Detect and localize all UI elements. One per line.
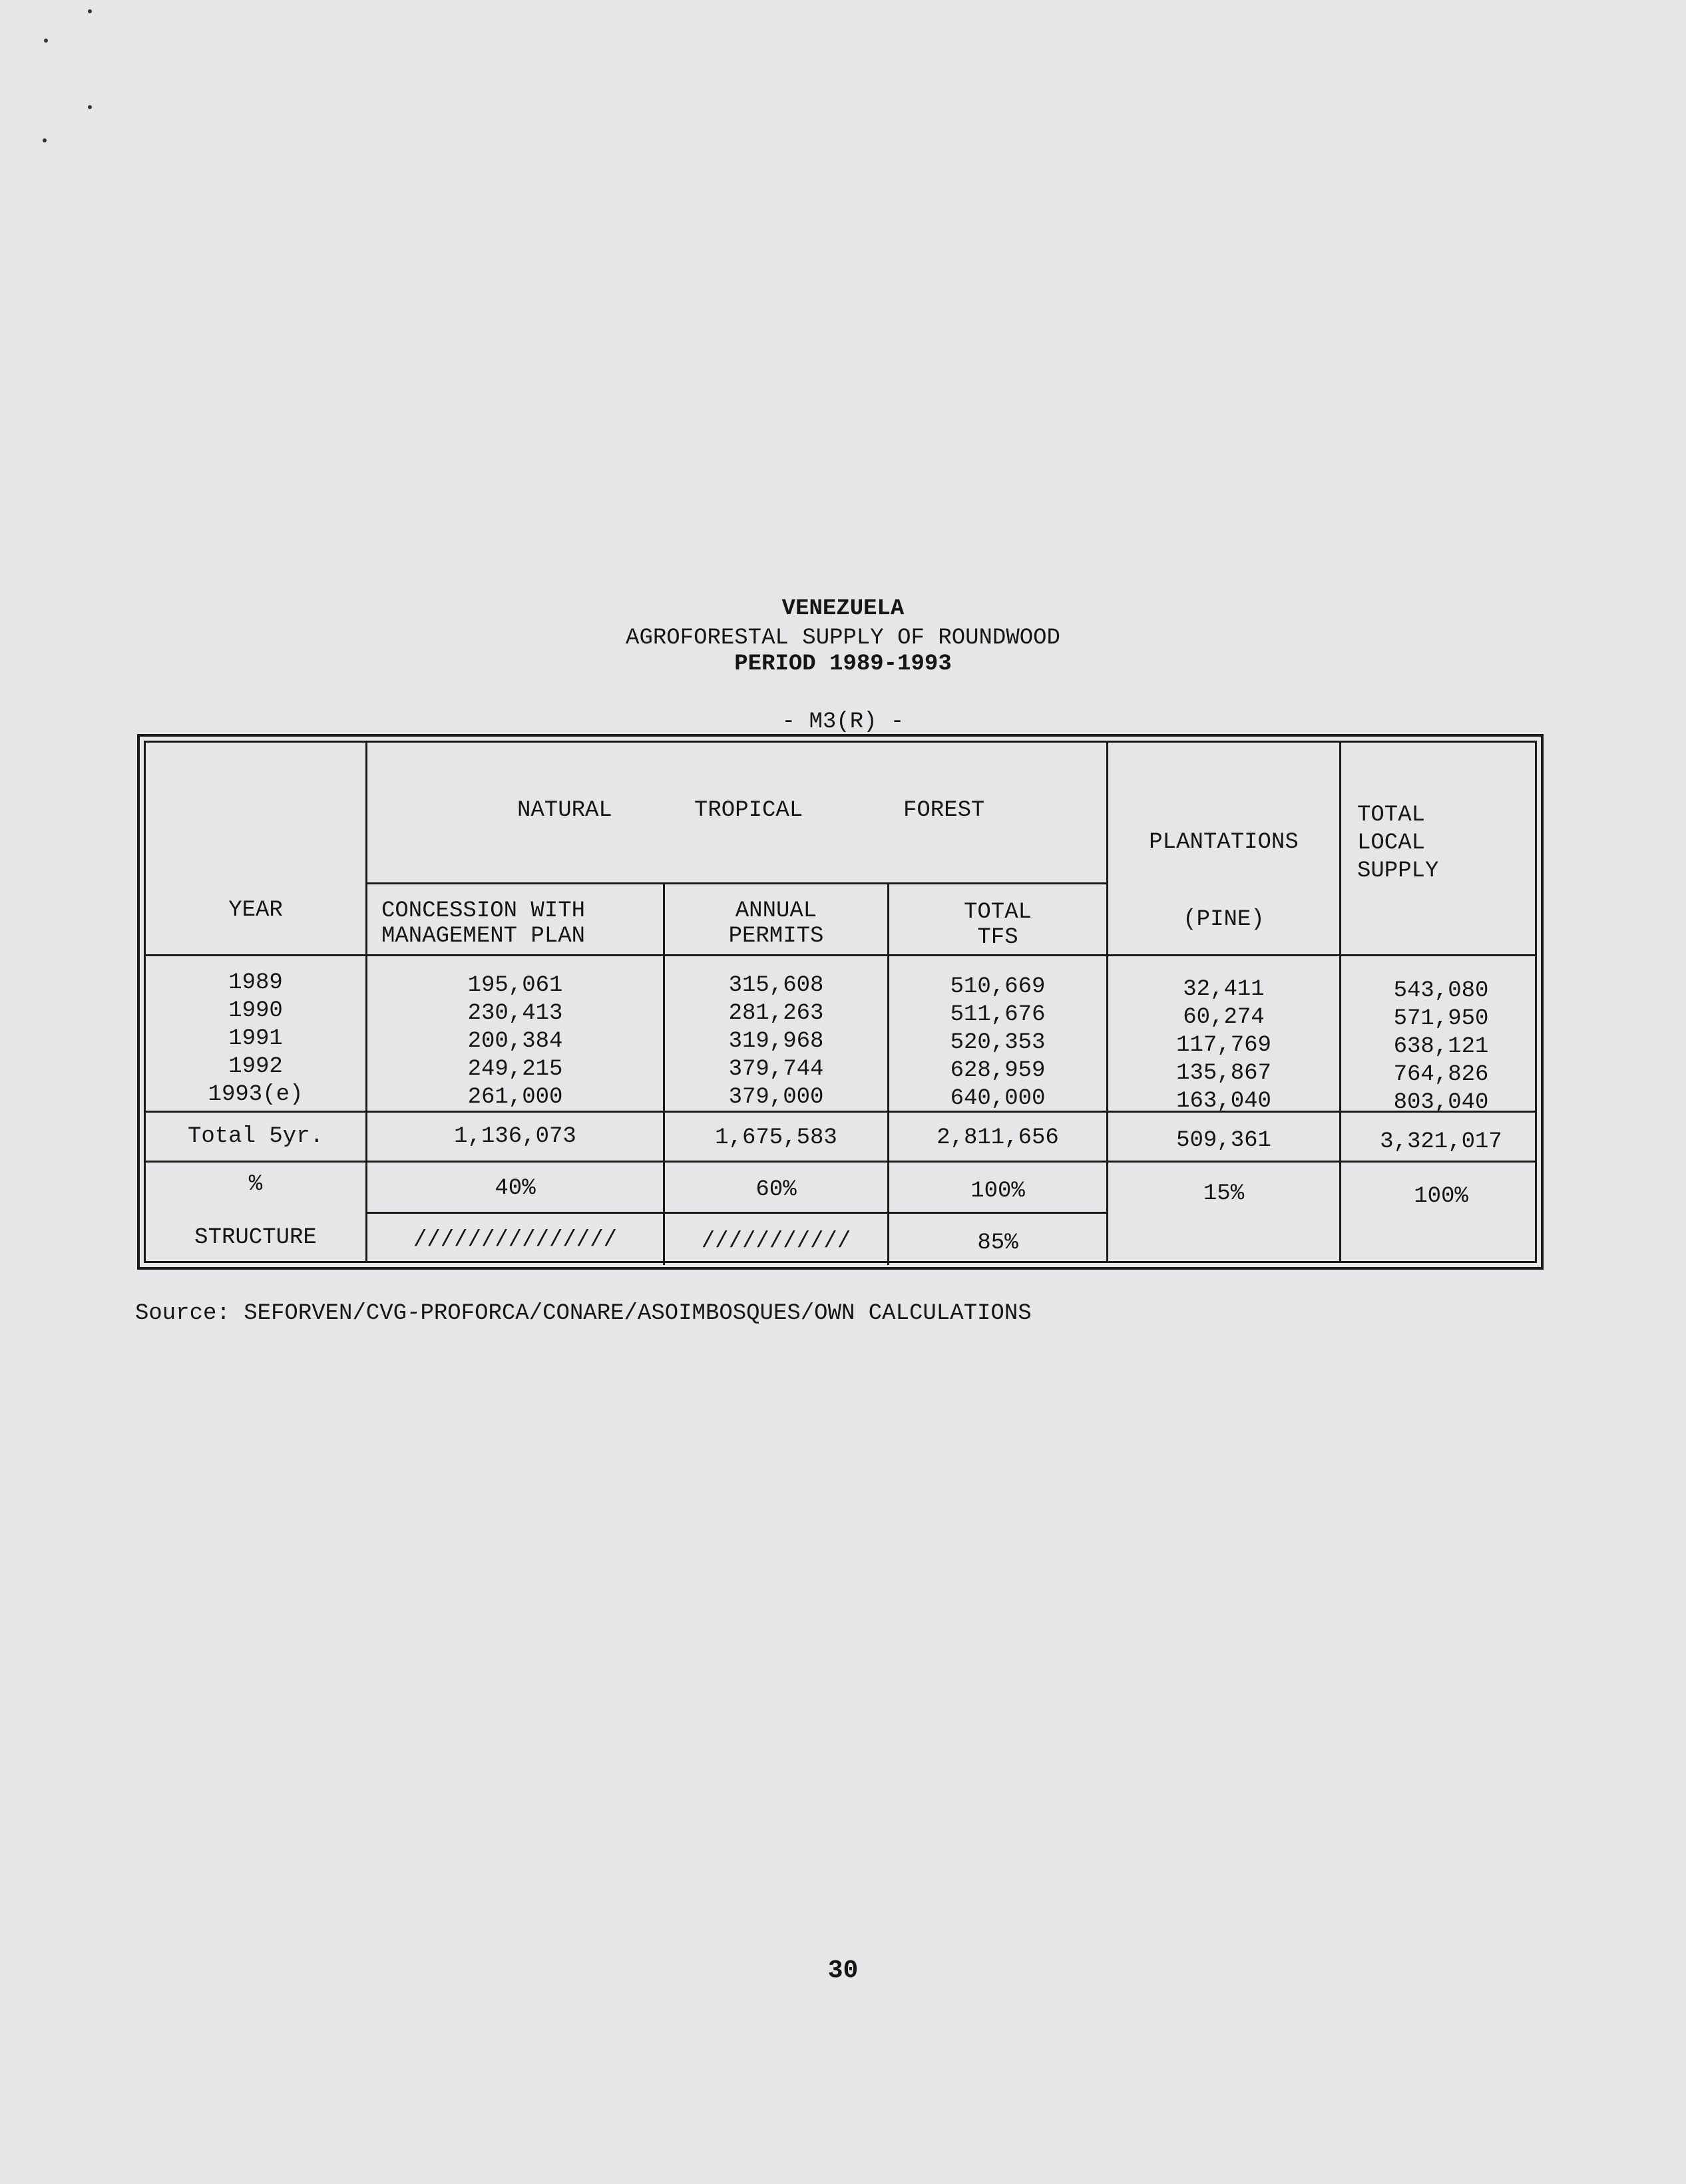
- scan-speck: [88, 105, 92, 109]
- total-annual-permits: 1,675,583: [715, 1125, 837, 1151]
- unit-label: - M3(R) -: [781, 709, 905, 735]
- source-note: Source: SEFORVEN/CVG-PROFORCA/CONARE/ASOIMBOSQUES/OWN CALCULATIONS: [135, 1301, 1032, 1326]
- header-total-local-supply: TOTAL LOCAL SUPPLY: [1357, 803, 1439, 884]
- row-divider: [365, 882, 1106, 884]
- total-local: 3,321,017: [1380, 1129, 1502, 1155]
- row-divider: [365, 1212, 1106, 1214]
- total-tfs-column: 510,669 511,676 520,353 628,959 640,000: [950, 974, 1046, 1111]
- percent-label: %: [248, 1172, 263, 1197]
- row-divider: [146, 954, 1535, 956]
- years-column: 1989 1990 1991 1992 1993(e): [208, 970, 304, 1107]
- header-tropical: TROPICAL: [694, 798, 803, 823]
- percent-plantations: 15%: [1203, 1181, 1245, 1206]
- scan-speck: [43, 138, 47, 142]
- total-local-column: 543,080 571,950 638,121 764,826 803,040: [1393, 978, 1489, 1115]
- total-tfs: 2,811,656: [937, 1125, 1059, 1151]
- total-concession: 1,136,073: [454, 1124, 576, 1149]
- percent-total-local: 100%: [1414, 1184, 1468, 1209]
- header-year: YEAR: [228, 898, 283, 923]
- period: PERIOD 1989-1993: [734, 651, 952, 677]
- header-total-tfs: TOTAL TFS: [963, 900, 1032, 950]
- header-plantations: PLANTATIONS: [1149, 830, 1299, 855]
- structure-concession: ///////////////: [413, 1228, 618, 1253]
- header-pine: (PINE): [1183, 907, 1265, 932]
- title: VENEZUELA: [781, 596, 905, 622]
- percent-concession: 40%: [495, 1176, 536, 1201]
- header-annual-permits: ANNUAL PERMITS: [728, 898, 824, 949]
- table-inner-frame: [144, 741, 1537, 1263]
- supply-table: [137, 734, 1544, 1270]
- percent-annual-permits: 60%: [755, 1177, 797, 1202]
- header-forest: FOREST: [903, 798, 985, 823]
- plantations-column: 32,411 60,274 117,769 135,867 163,040: [1176, 977, 1271, 1114]
- structure-annual-permits: ///////////: [701, 1229, 851, 1254]
- total-plantations: 509,361: [1176, 1128, 1271, 1153]
- structure-total-tfs: 85%: [977, 1230, 1018, 1256]
- header-natural: NATURAL: [517, 798, 612, 823]
- page-number: 30: [827, 1956, 859, 1985]
- structure-label: STRUCTURE: [194, 1225, 317, 1250]
- header-concession: CONCESSION WITH MANAGEMENT PLAN: [381, 898, 586, 949]
- scan-speck: [44, 39, 48, 43]
- percent-total-tfs: 100%: [970, 1179, 1025, 1204]
- annual-permits-column: 315,608 281,263 319,968 379,744 379,000: [728, 973, 824, 1110]
- row-divider: [146, 1161, 1535, 1163]
- concession-column: 195,061 230,413 200,384 249,215 261,000: [467, 973, 563, 1110]
- total-label: Total 5yr.: [187, 1124, 324, 1149]
- scan-speck: [88, 9, 92, 13]
- subtitle: AGROFORESTAL SUPPLY OF ROUNDWOOD: [626, 626, 1060, 651]
